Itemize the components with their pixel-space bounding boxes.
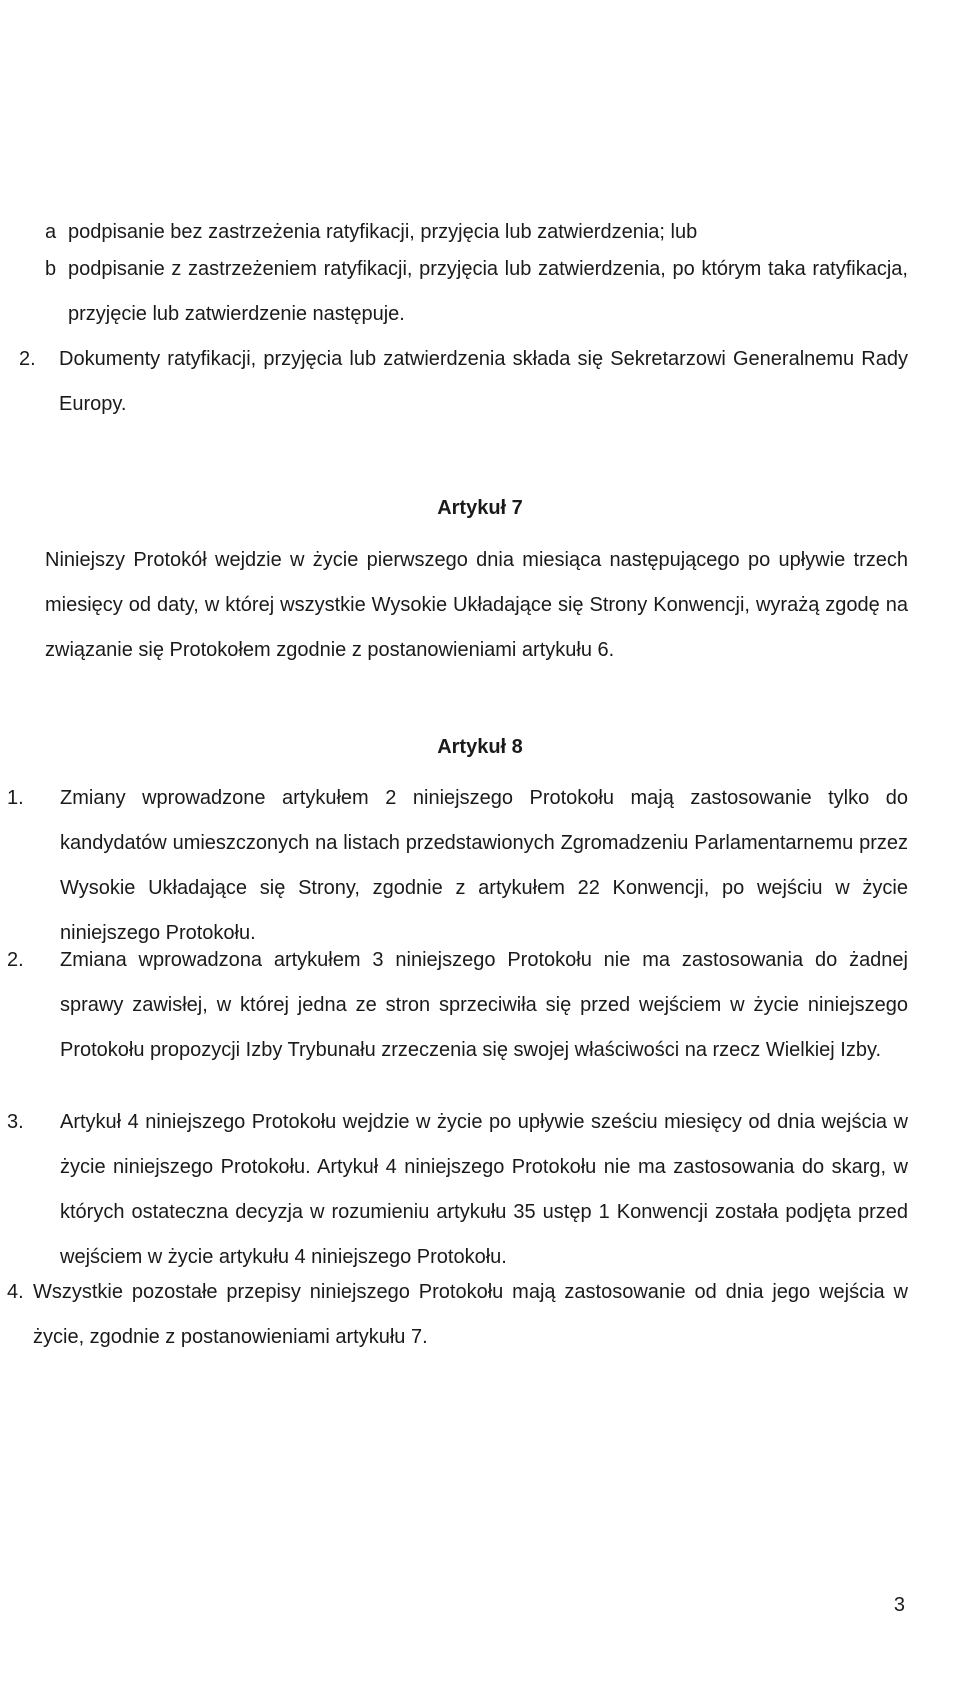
page-number: 3	[893, 1594, 905, 1616]
list-marker-a: a	[45, 221, 57, 243]
list-item-2-text: Dokumenty ratyfikacji, przyjęcia lub zatwierdzenia składa się Sekretarzowi Generalnemu Rady Europy.	[59, 348, 908, 415]
article-8-marker-3: 3.	[7, 1111, 24, 1133]
article-7-heading: Artykuł 7	[437, 497, 523, 519]
article-8-marker-2: 2.	[7, 949, 24, 971]
list-marker-b: b	[45, 258, 57, 280]
article-8-item-2-text: Zmiana wprowadzona artykułem 3 niniejszego Protokołu nie ma zastosowania do żadnej sprawy zawisłej, w której jedna ze stron sprzeciwiła się przed wejściem w życie niniejszego Protokołu propozycji Izby Trybunału zrzeczenia się swojej właściwości na rzecz Wielkiej Izby.	[60, 949, 908, 1061]
article-8-marker-1: 1.	[7, 787, 24, 809]
article-8-marker-4: 4.	[7, 1281, 24, 1303]
article-8-heading: Artykuł 8	[437, 736, 523, 758]
list-item-a-text: podpisanie bez zastrzeżenia ratyfikacji, przyjęcia lub zatwierdzenia; lub	[68, 221, 698, 243]
list-item-b-text: podpisanie z zastrzeżeniem ratyfikacji, przyjęcia lub zatwierdzenia, po którym taka ratyfikacja, przyjęcie lub zatwierdzenie następuje.	[68, 258, 908, 325]
article-8-item-1-text: Zmiany wprowadzone artykułem 2 niniejszego Protokołu mają zastosowanie tylko do kandydatów umieszczonych na listach przedstawionych Zgromadzeniu Parlamentarnemu przez Wysokie Układające się Strony, zgodnie z artykułem 22 Konwencji, po wejściu w życie niniejszego Protokołu.	[60, 787, 908, 944]
article-8-item-4-text: Wszystkie pozostałe przepisy niniejszego Protokołu mają zastosowanie od dnia jego wejścia w życie, zgodnie z postanowieniami artykułu 7.	[33, 1281, 908, 1348]
article-7-text: Niniejszy Protokół wejdzie w życie pierwszego dnia miesiąca następującego po upływie trzech miesięcy od daty, w której wszystkie Wysokie Układające się Strony Konwencji, wyrażą zgodę na związanie się Protokołem zgodnie z postanowieniami artykułu 6.	[45, 549, 908, 661]
list-marker-2: 2.	[19, 348, 36, 370]
article-8-item-3-text: Artykuł 4 niniejszego Protokołu wejdzie w życie po upływie sześciu miesięcy od dnia wejścia w życie niniejszego Protokołu. Artykuł 4 niniejszego Protokołu nie ma zastosowania do skarg, w których ostateczna decyzja w rozumieniu artykułu 35 ustęp 1 Konwencji została podjęta przed wejściem w życie artykułu 4 niniejszego Protokołu.	[60, 1111, 908, 1268]
